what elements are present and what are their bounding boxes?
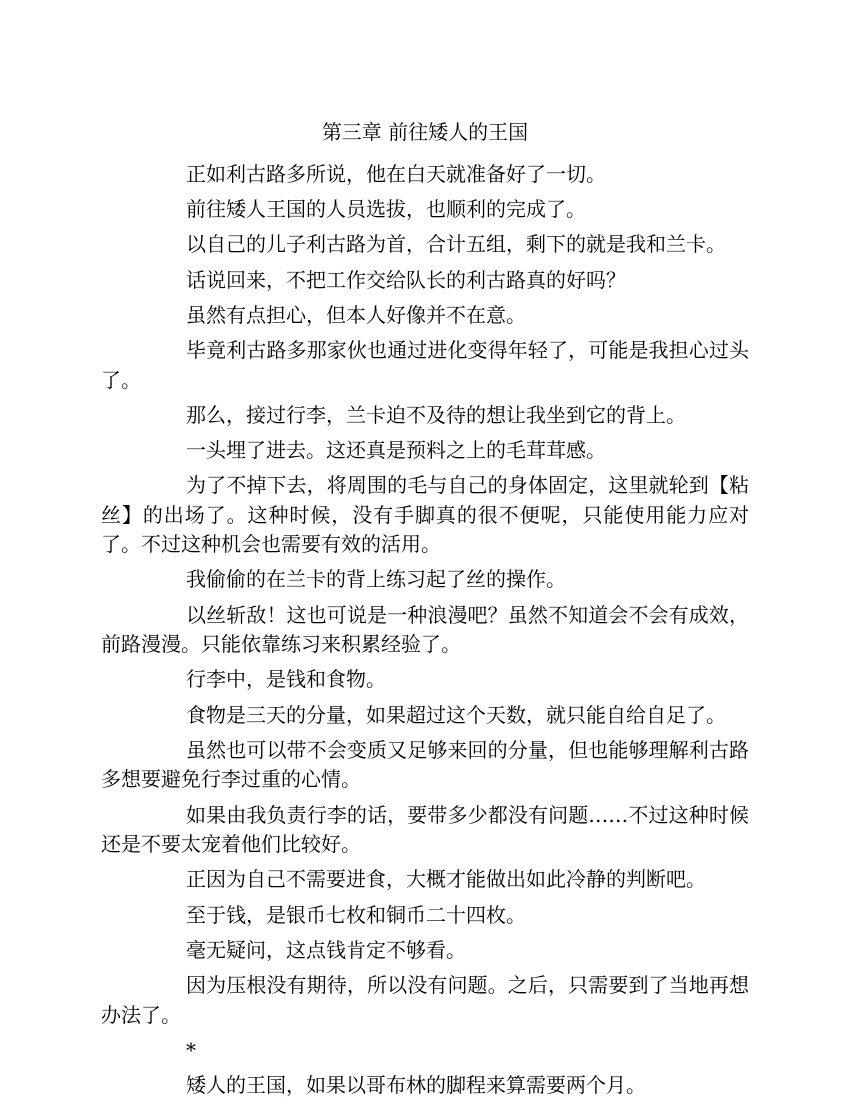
paragraph: 为了不掉下去，将周围的毛与自己的身体固定，这里就轮到【粘丝】的出场了。这种时候，没有手脚真的很不便呢，只能使用能力应对了。不过这种机会也需要有效的活用。 <box>101 473 749 557</box>
paragraph: 毫无疑问，这点钱肯定不够看。 <box>186 937 466 962</box>
paragraph: 食物是三天的分量，如果超过这个天数，就只能自给自足了。 <box>186 702 726 727</box>
paragraph: 以自己的儿子利古路为首，合计五组，剩下的就是我和兰卡。 <box>186 232 726 257</box>
paragraph: 前往矮人王国的人员选拔，也顺利的完成了。 <box>186 197 586 222</box>
paragraph: 因为压根没有期待，所以没有问题。之后，只需要到了当地再想办法了。 <box>101 972 749 1027</box>
paragraph: 虽然有点担心，但本人好像并不在意。 <box>186 302 526 327</box>
scene-break: * <box>186 1037 196 1062</box>
paragraph: 一头埋了进去。这还真是预料之上的毛茸茸感。 <box>186 437 606 462</box>
chapter-title: 第三章 前往矮人的王国 <box>321 120 529 144</box>
paragraph: 矮人的王国，如果以哥布林的脚程来算需要两个月。 <box>186 1072 646 1097</box>
paragraph: 行李中，是钱和食物。 <box>186 667 386 692</box>
paragraph: 正如利古路多所说，他在白天就准备好了一切。 <box>186 162 606 186</box>
paragraph: 至于钱，是银币七枚和铜币二十四枚。 <box>186 902 526 927</box>
paragraph: 如果由我负责行李的话，要带多少都没有问题……不过这种时候还是不要太宠着他们比较好。 <box>101 802 749 857</box>
paragraph: 话说回来，不把工作交给队长的利古路真的好吗？ <box>186 267 626 292</box>
paragraph: 虽然也可以带不会变质又足够来回的分量，但也能够理解利古路多想要避免行李过重的心情。 <box>101 737 749 792</box>
paragraph: 以丝斩敌！这也可说是一种浪漫吧？虽然不知道会不会有成效，前路漫漫。只能依靠练习来积累经验了。 <box>101 602 749 657</box>
paragraph: 我偷偷的在兰卡的背上练习起了丝的操作。 <box>186 567 566 592</box>
paragraph: 毕竟利古路多那家伙也通过进化变得年轻了，可能是我担心过头了。 <box>101 337 749 392</box>
paragraph: 正因为自己不需要进食，大概才能做出如此冷静的判断吧。 <box>186 867 706 892</box>
chapter-body <box>101 160 749 1106</box>
paragraph: 那么，接过行李，兰卡迫不及待的想让我坐到它的背上。 <box>186 402 686 427</box>
